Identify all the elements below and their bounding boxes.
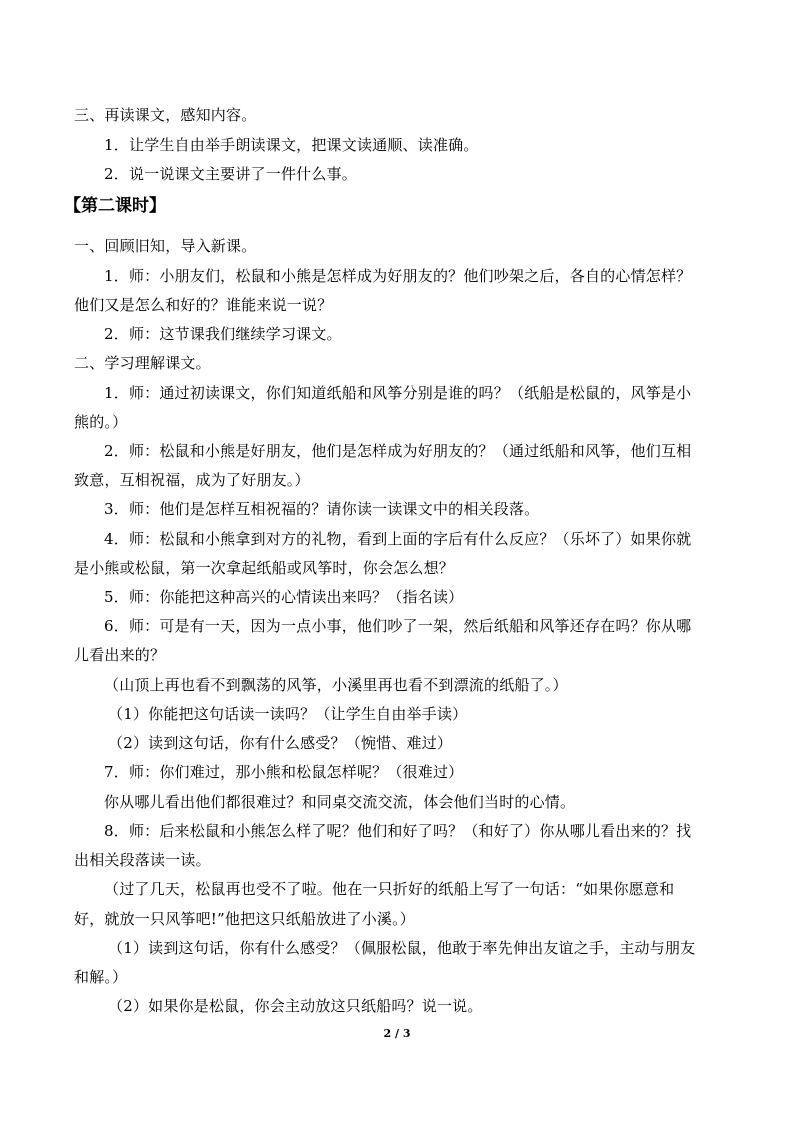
lesson-heading: 【第二课时】 bbox=[64, 196, 166, 216]
paragraph-line: 8．师：后来松鼠和小熊怎么样了呢？他们和好了吗？（和好了）你从哪儿看出来的？找 bbox=[104, 822, 692, 840]
paragraph-line: 1．师：小朋友们，松鼠和小熊是怎样成为好朋友的？他们吵架之后，各自的心情怎样？ bbox=[104, 267, 692, 285]
section-heading-3: 三、再读课文，感知内容。 bbox=[74, 106, 257, 124]
quote-line: 好，就放一只风筝吧!”他把这只纸船放进了小溪。） bbox=[74, 910, 415, 928]
paragraph-line: 熊的。） bbox=[74, 413, 128, 431]
paragraph-line: （1）读到这句话，你有什么感受？（佩服松鼠，他敢于率先伸出友谊之手，主动与朋友 bbox=[108, 939, 696, 957]
paragraph-line: 7．师：你们难过，那小熊和松鼠怎样呢？（很难过） bbox=[104, 763, 464, 781]
paragraph-line: 是小熊或松鼠，第一次拿起纸船或风筝时，你会怎么想？ bbox=[74, 559, 455, 577]
paragraph-line: 1．让学生自由举手朗读课文，把课文读通顺、读准确。 bbox=[104, 136, 479, 154]
paragraph-line: 儿看出来的？ bbox=[74, 646, 166, 664]
quote-line: （过了几天，松鼠再也受不了啦。他在一只折好的纸船上写了一句话：“如果你愿意和 bbox=[104, 880, 675, 898]
paragraph-line: 3．师：他们是怎样互相祝福的？请你读一读课文中的相关段落。 bbox=[104, 500, 540, 518]
paragraph-line: 出相关段落读一读。 bbox=[74, 851, 211, 869]
paragraph-line: （2）读到这句话，你有什么感受？（惋惜、难过） bbox=[108, 734, 453, 752]
paragraph-line: 和解。） bbox=[74, 968, 128, 986]
paragraph-line: 2．师：松鼠和小熊是好朋友，他们是怎样成为好朋友的？（通过纸船和风筝，他们互相 bbox=[104, 442, 692, 460]
paragraph-line: 6．师：可是有一天，因为一点小事，他们吵了一架，然后纸船和风筝还存在吗？你从哪 bbox=[104, 617, 692, 635]
paragraph-line: 2．师：这节课我们继续学习课文。 bbox=[104, 325, 342, 343]
paragraph-line: 他们又是怎么和好的？谁能来说一说？ bbox=[74, 296, 333, 314]
quote-line: （山顶上再也看不到飘荡的风筝，小溪里再也看不到漂流的纸船了。） bbox=[104, 676, 568, 694]
page-number: 2 / 3 bbox=[383, 1027, 411, 1040]
paragraph-line: 1．师：通过初读课文，你们知道纸船和风筝分别是谁的吗？（纸船是松鼠的，风筝是小 bbox=[104, 384, 692, 402]
section-heading-2: 二、学习理解课文。 bbox=[74, 354, 211, 372]
paragraph-line: （2）如果你是松鼠，你会主动放这只纸船吗？说一说。 bbox=[108, 997, 483, 1015]
paragraph-line: 你从哪儿看出他们都很难过？和同桌交流交流，体会他们当时的心情。 bbox=[104, 793, 576, 811]
paragraph-line: 4．师：松鼠和小熊拿到对方的礼物，看到上面的字后有什么反应？（乐坏了）如果你就 bbox=[104, 530, 692, 548]
paragraph-line: 致意，互相祝福，成为了好朋友。） bbox=[74, 471, 310, 489]
section-heading-1: 一、回顾旧知，导入新课。 bbox=[74, 237, 257, 255]
paragraph-line: 2．说一说课文主要讲了一件什么事。 bbox=[104, 165, 357, 183]
paragraph-line: （1）你能把这句话读一读吗？（让学生自由举手读） bbox=[108, 705, 468, 723]
paragraph-line: 5．师：你能把这种高兴的心情读出来吗？（指名读） bbox=[104, 588, 464, 606]
